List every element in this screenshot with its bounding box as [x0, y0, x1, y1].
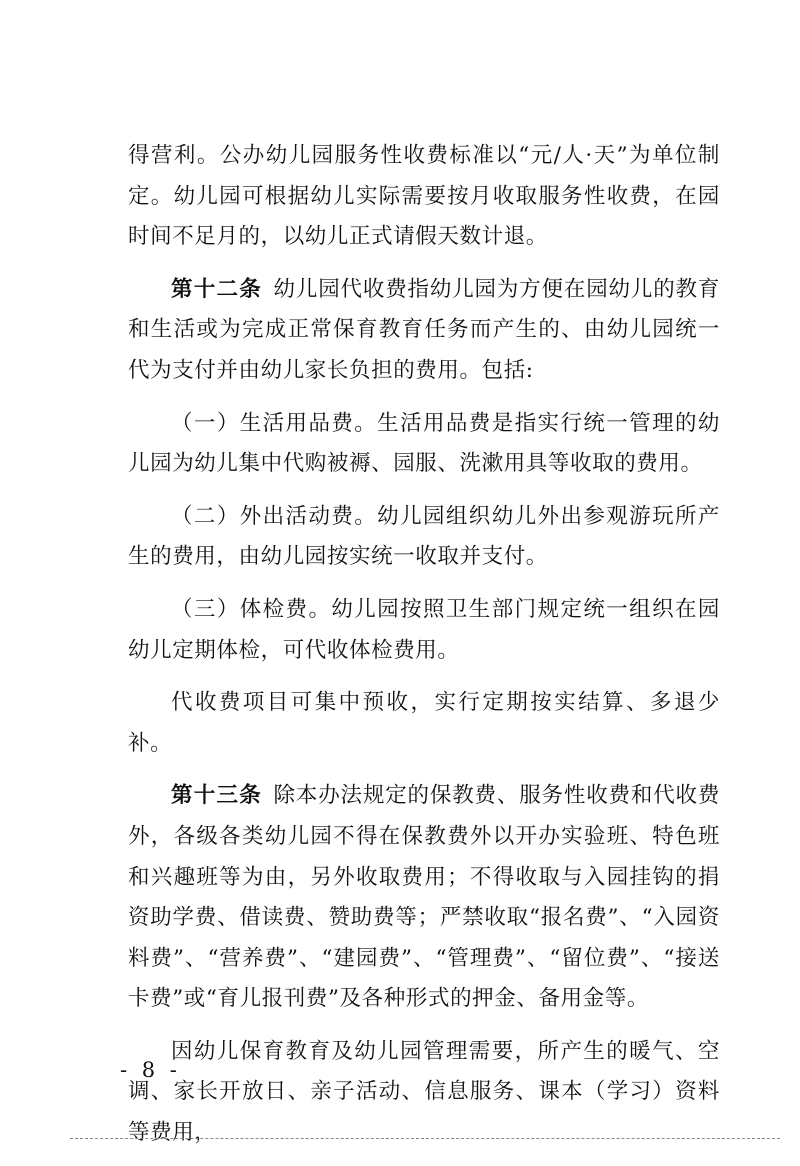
page-number: - 8 - — [120, 1058, 181, 1082]
paragraph-article-12: 第十二条 幼儿园代收费指幼儿园为方便在园幼儿的教育和生活或为完成正常保育教育任务而产生的、由幼儿园统一代为支付并由幼儿家长负担的费用。包括: — [128, 276, 720, 383]
body-text — [128, 136, 720, 1166]
paragraph-item-3: （三）体检费。幼儿园按照卫生部门规定统一组织在园幼儿定期体检，可代收体检费用。 — [128, 596, 720, 663]
paragraph-item-2: （二）外出活动费。幼儿园组织幼儿外出参观游玩所产生的费用，由幼儿园按实统一收取并支付。 — [128, 503, 720, 570]
article-heading: 第十二条 — [171, 276, 262, 302]
paragraph-item-1: （一）生活用品费。生活用品费是指实行统一管理的幼儿园为幼儿集中代购被褥、园服、洗漱用具等收取的费用。 — [128, 410, 720, 477]
paragraph-1: 得营利。公办幼儿园服务性收费标准以“元/人·天”为单位制定。幼儿园可根据幼儿实际需要按月收取服务性收费，在园时间不足月的，以幼儿正式请假天数计退。 — [128, 143, 720, 250]
paragraph-article-13: 第十三条 除本办法规定的保教费、服务性收费和代收费外，各级各类幼儿园不得在保教费外以开办实验班、特色班和兴趣班等为由，另外收取费用；不得收取与入园挂钩的捐资助学费、借读费、赞助费等；严禁收取“报名费”、“入园资料费”、“营养费”、“建园费”、“管理费”、“留位费”、“接送卡费”或“育儿报刊费”及各种形式的押金、备用金等。 — [128, 783, 720, 1012]
article-heading: 第十三条 — [171, 783, 262, 809]
paragraph-prepay: 代收费项目可集中预收，实行定期按实结算、多退少补。 — [128, 690, 720, 756]
paragraph-last: 因幼儿保育教育及幼儿园管理需要，所产生的暖气、空调、家长开放日、亲子活动、信息服务、课本（学习）资料等费用， — [128, 1038, 720, 1146]
bottom-divider — [70, 1138, 780, 1139]
